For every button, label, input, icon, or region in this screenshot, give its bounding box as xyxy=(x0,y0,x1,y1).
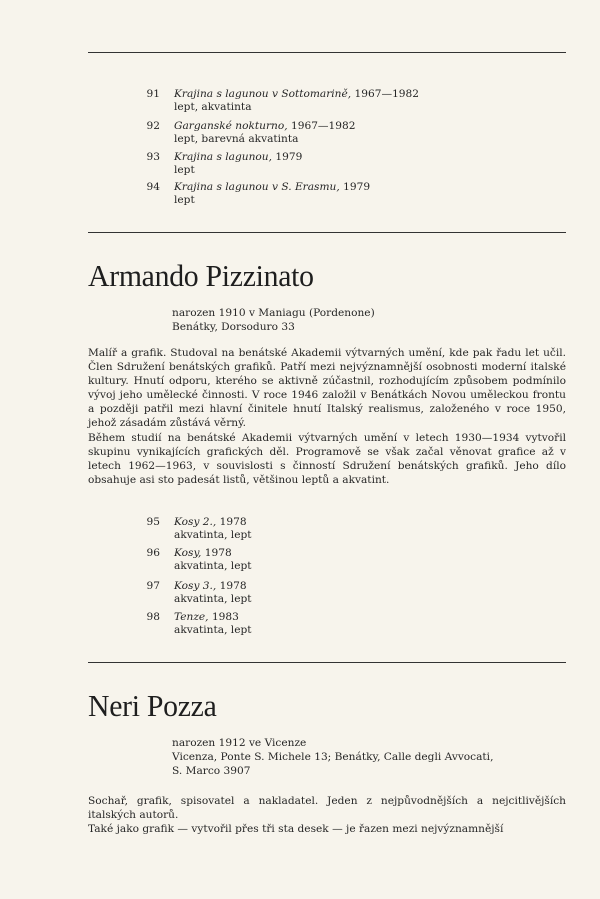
artist-bio: narozen 1912 ve Vicenze Vicenza, Ponte S. Michele 13; Benátky, Calle degli Avvocati, S. Marco 3907 xyxy=(172,737,494,777)
artist-name: Neri Pozza xyxy=(88,688,217,723)
entry-title: Krajina s lagunou v S. Erasmu, xyxy=(174,181,340,193)
section-rule xyxy=(88,232,566,233)
entry-date: 1978 xyxy=(204,547,232,559)
artist-description xyxy=(88,794,566,836)
top-rule xyxy=(88,52,566,53)
entry-date: 1978 xyxy=(219,516,247,528)
entry-technique: lept, barevná akvatinta xyxy=(174,133,299,145)
paragraph: Malíř a grafik. Studoval na benátské Akademii výtvarných umění, kde pak řadu let učil. Člen Sdružení benátských grafiků. Patří mezi nejvýznamnější osobnosti moderní italské kultury. Hnutí odporu, kterého se aktivně zúčastnil, rozhodujícím způsobem podmínilo vývoj jeho umělecké činnosti. V roce 1946 založil v Benátkách Novou uměleckou frontu a později patřil mezi hlavní činitele hnutí Italský realismus, založeného v roce 1950, jehož zásadám zůstává věrný. xyxy=(88,347,566,430)
entry-technique: lept xyxy=(174,164,195,176)
entry-title: Kosy 2., xyxy=(174,516,217,528)
entry-technique: akvatinta, lept xyxy=(174,529,252,541)
section-rule xyxy=(88,662,566,663)
entry-title: Krajina s lagunou v Sottomarině, xyxy=(174,88,352,100)
entry-date: 1978 xyxy=(219,580,247,592)
artist-description xyxy=(88,346,566,487)
entry-title: Krajina s lagunou, xyxy=(174,151,272,163)
entry-date: 1979 xyxy=(343,181,371,193)
paragraph: Sochař, grafik, spisovatel a nakladatel. Jeden z nejpůvodnějších a nejcitlivějších italských autorů. xyxy=(88,795,566,822)
paragraph: Také jako grafik — vytvořil přes tři sta desek — je řazen mezi nejvýznamnější xyxy=(88,823,504,836)
entry-technique: lept, akvatinta xyxy=(174,101,252,113)
artist-name: Armando Pizzinato xyxy=(88,258,314,293)
entry-technique: akvatinta, lept xyxy=(174,624,252,636)
entry-date: 1983 xyxy=(211,611,239,623)
entry-technique: akvatinta, lept xyxy=(174,593,252,605)
entry-title: Tenze, xyxy=(174,611,209,623)
entry-title: Kosy, xyxy=(174,547,202,559)
paragraph: Během studií na benátské Akademii výtvarných umění v letech 1930—1934 vytvořil skupinu vynikajících grafických děl. Programově se však začal věnovat grafice až v letech 1962—1963, v souvislosti s činností Sdružení benátských grafiků. Jeho dílo obsahuje asi sto padesát listů, většinou leptů a akvatint. xyxy=(88,431,566,486)
entry-date: 1967—1982 xyxy=(354,88,420,100)
entry-title: Garganské nokturno, xyxy=(174,120,288,132)
entry-date: 1979 xyxy=(275,151,303,163)
entry-technique: akvatinta, lept xyxy=(174,560,252,572)
entry-date: 1967—1982 xyxy=(290,120,356,132)
entry-title: Kosy 3., xyxy=(174,580,217,592)
entry-technique: lept xyxy=(174,194,195,206)
artist-bio: narozen 1910 v Maniagu (Pordenone) Benátky, Dorsoduro 33 xyxy=(172,307,375,333)
